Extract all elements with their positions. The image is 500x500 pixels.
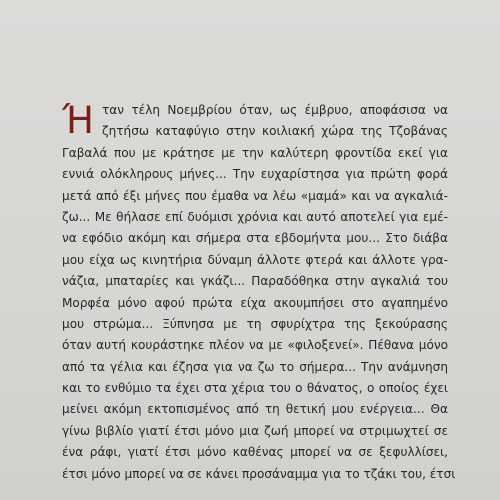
text-line-14: και το ενθύμιο τα έχει στα χέρια του ο θάνατος, ο οποίος έχει xyxy=(62,381,448,396)
text-line-17: ένα ράφι, γιατί έτσι μόνο καθένας μπορεί να σε ξεφυλλίσει, xyxy=(62,445,448,460)
text-line-18: έτσι μόνο μπορεί να σε κάνει προσάναμμα για το τζάκι του, έτσι xyxy=(62,466,456,481)
text-line-7: να εφόδιο ακόμη και σήμερα στα εβδομήντα μου... Στο διάβα xyxy=(62,231,448,246)
body-paragraph xyxy=(62,99,456,485)
text-line-4: εννιά ολόκληρους μήνες... Την ευχαρίστησα για πρώτη φορά xyxy=(62,167,448,182)
text-line-2: ζητήσω καταφύγιο στην κοιλιακή χώρα της Τζοβάνας xyxy=(102,124,448,139)
text-line-10: Μορφέα μόνο αφού πρώτα είχα ακουμπήσει στο αγαπημένο xyxy=(62,295,448,310)
text-line-5: μετά από έξι μήνες που έμαθα να λέω «μαμά» και να αγκαλιά- xyxy=(62,188,448,203)
drop-cap-letter: Ή xyxy=(62,99,95,142)
text-line-15: μείνει ακόμη εκτοπισμένος από τη θετική μου ενέργεια... Θα xyxy=(62,402,448,417)
text-line-16: γίνω βιβλίο γιατί έτσι μόνο μια ζωή μπορεί να στριμωχτεί σε xyxy=(62,423,448,438)
text-line-6: ζω... Με θήλασε επί δυόμισι χρόνια και αυτό αποτελεί για εμέ- xyxy=(62,209,448,224)
text-line-9: νάζια, μπαταρίες και γκάζι... Παραδόθηκα στην αγκαλιά του xyxy=(62,274,448,289)
text-line-13: από τα γέλια και έζησα για να ζω το σήμερα... Την ανάμνηση xyxy=(62,359,448,374)
text-line-11: μου στρώμα... Ξύπνησα με τη σφυρίχτρα της ξεκούρασης xyxy=(62,316,448,331)
text-line-3: Γαβαλά που με κράτησε με την καλύτερη φροντίδα εκεί για xyxy=(62,145,448,160)
text-line-12: όταν αυτή κουράστηκε πλέον να με «φιλοξενεί». Πέθανα μόνο xyxy=(62,338,448,353)
text-line-1: ταν τέλη Νοεμβρίου όταν, ως έμβρυο, αποφάσισα να xyxy=(102,103,448,117)
text-line-8: μου είχα ως κινητήρια δύναμη άλλοτε φτερά και άλλοτε γρα- xyxy=(62,252,448,267)
